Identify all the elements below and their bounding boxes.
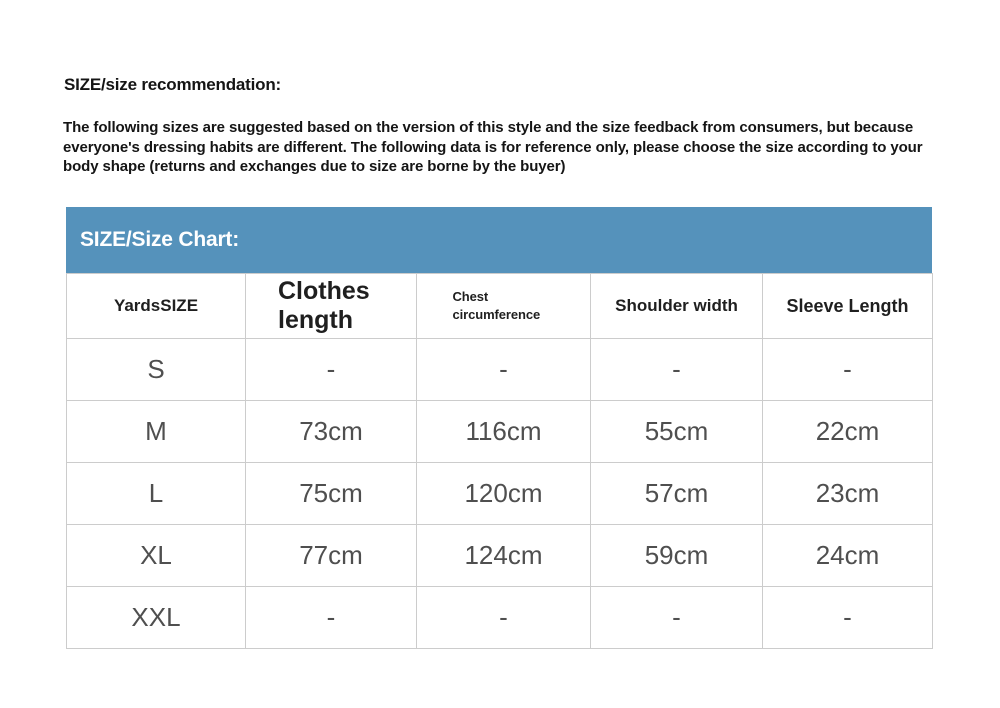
value-cell: - xyxy=(591,587,763,649)
value-cell: 124cm xyxy=(417,525,591,587)
value-cell: 24cm xyxy=(763,525,933,587)
column-header-shoulder-width xyxy=(591,274,763,339)
value-cell: - xyxy=(591,339,763,401)
table-row-s xyxy=(67,339,933,401)
size-chart-banner-title: SIZE/Size Chart: xyxy=(80,228,239,251)
value-cell: - xyxy=(417,339,591,401)
column-header-clothes-length xyxy=(246,274,417,339)
column-header-sleeve-length xyxy=(763,274,933,339)
value-cell: - xyxy=(246,587,417,649)
column-header-label: Sleeve Length xyxy=(786,295,909,316)
size-chart-banner xyxy=(66,207,932,273)
value-cell: 59cm xyxy=(591,525,763,587)
value-cell: - xyxy=(763,339,933,401)
value-cell: 116cm xyxy=(417,401,591,463)
column-header-label: Shoulder width xyxy=(615,296,738,315)
value-cell: - xyxy=(763,587,933,649)
column-header-label: YardsSIZE xyxy=(113,296,199,315)
value-cell: 55cm xyxy=(591,401,763,463)
value-cell: 22cm xyxy=(763,401,933,463)
table-header-row xyxy=(67,274,933,339)
value-cell: 23cm xyxy=(763,463,933,525)
column-header-label: Chest circumference xyxy=(452,288,541,322)
size-cell: S xyxy=(67,339,246,401)
size-recommendation-text: The following sizes are suggested based on the version of this style and the size feedback from consumers, but because everyone's dressing habits are different. The following data is for reference only, please choose the size according to your body shape (returns and exchanges due to size are borne by the buyer) xyxy=(63,119,923,175)
size-cell: XXL xyxy=(67,587,246,649)
value-cell: - xyxy=(417,587,591,649)
size-cell: L xyxy=(67,463,246,525)
table-row-m xyxy=(67,401,933,463)
table-row-xxl xyxy=(67,587,933,649)
value-cell: 75cm xyxy=(246,463,417,525)
value-cell: - xyxy=(246,339,417,401)
column-header-size xyxy=(67,274,246,339)
column-header-chest-circumference xyxy=(417,274,591,339)
size-chart xyxy=(66,207,932,649)
table-row-xl xyxy=(67,525,933,587)
column-header-label: Clothes length xyxy=(278,277,370,334)
value-cell: 120cm xyxy=(417,463,591,525)
value-cell: 73cm xyxy=(246,401,417,463)
page-title: SIZE/size recommendation: xyxy=(64,75,281,94)
table-row-l xyxy=(67,463,933,525)
size-chart-table xyxy=(66,273,933,649)
size-cell: M xyxy=(67,401,246,463)
value-cell: 57cm xyxy=(591,463,763,525)
value-cell: 77cm xyxy=(246,525,417,587)
size-cell: XL xyxy=(67,525,246,587)
